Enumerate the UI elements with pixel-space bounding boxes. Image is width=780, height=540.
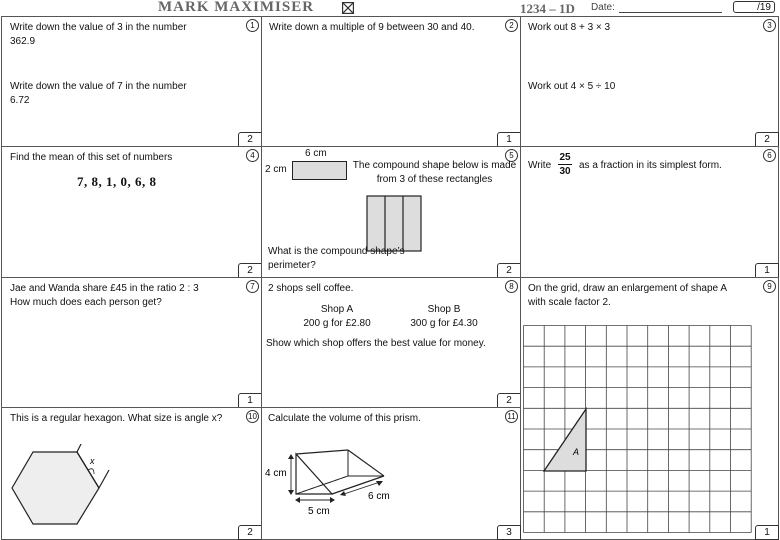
date-field[interactable]	[619, 12, 722, 13]
fraction-numerator: 25	[559, 152, 571, 163]
question-text: Calculate the volume of this prism.	[268, 413, 421, 424]
width-label: 6 cm	[305, 148, 327, 159]
marks-box: 1	[755, 525, 779, 540]
question-number: 2	[505, 19, 518, 32]
question-text: Write down the value of 7 in the number 6.72	[10, 81, 187, 106]
question-3	[520, 16, 779, 147]
question-text: Show which shop offers the best value for money.	[266, 338, 486, 349]
question-9	[520, 277, 779, 540]
question-text: Write down a multiple of 9 between 30 and 40.	[269, 22, 475, 33]
shop-a-name: Shop A	[320, 304, 354, 315]
question-text: Write down the value of 3 in the number 362.9	[10, 22, 187, 47]
question-text: as a fraction in its simplest form.	[579, 160, 722, 171]
height-label: 2 cm	[265, 164, 287, 175]
shop-a-offer: 200 g for £2.80	[303, 318, 371, 329]
question-number: 11	[505, 410, 518, 423]
shop-b-name: Shop B	[427, 304, 461, 315]
question-text: Jae and Wanda share £45 in the ratio 2 : 3 How much does each person get?	[10, 283, 199, 308]
question-number: 6	[763, 149, 776, 162]
marks-box: 2	[238, 263, 262, 278]
question-10	[1, 407, 262, 540]
fraction	[558, 151, 572, 178]
worksheet-code: 1234 – 1D	[520, 1, 575, 16]
question-number: 5	[505, 149, 518, 162]
angle-x-label: x	[90, 456, 95, 466]
marks-box: 1	[238, 393, 262, 408]
marks-box: 2	[755, 132, 779, 147]
question-8	[261, 277, 521, 408]
worksheet-header	[0, 0, 780, 16]
brand-title: MARK MAXIMISER	[158, 0, 315, 15]
marks-box: 2	[497, 263, 521, 278]
date-label: Date:	[591, 2, 615, 13]
question-5	[261, 146, 521, 278]
question-1	[1, 16, 262, 147]
marks-box: 3	[497, 525, 521, 540]
question-number: 9	[763, 280, 776, 293]
question-text: This is a regular hexagon. What size is angle x?	[10, 413, 223, 424]
question-text: Work out 4 × 5 ÷ 10	[528, 81, 616, 92]
question-11	[261, 407, 521, 540]
question-number: 3	[763, 19, 776, 32]
rectangle-diagram	[292, 161, 347, 180]
close-icon[interactable]	[342, 2, 354, 14]
question-text: What is the compound shape’s perimeter?	[268, 246, 405, 271]
question-2	[261, 16, 521, 147]
marks-box: 2	[238, 525, 262, 540]
marks-box: 2	[238, 132, 262, 147]
fraction-denominator: 30	[559, 166, 571, 177]
number-set: 7, 8, 1, 0, 6, 8	[77, 174, 157, 189]
question-text: Write	[528, 160, 552, 171]
question-text: On the grid, draw an enlargement of shape A with scale factor 2.	[528, 283, 727, 308]
depth-label: 6 cm	[368, 491, 390, 502]
question-number: 1	[246, 19, 259, 32]
question-text: The compound shape below is made from 3 of these rectangles	[352, 160, 517, 185]
question-4	[1, 146, 262, 278]
question-number: 10	[246, 410, 259, 423]
question-7	[1, 277, 262, 408]
question-text: Work out 8 + 3 × 3	[528, 22, 611, 33]
marks-box: 1	[497, 132, 521, 147]
question-number: 4	[246, 149, 259, 162]
marks-box: 1	[755, 263, 779, 278]
marks-box: 2	[497, 393, 521, 408]
prism-diagram	[262, 428, 412, 528]
enlargement-grid[interactable]	[523, 325, 755, 537]
question-6	[520, 146, 779, 278]
shop-b-offer: 300 g for £4.30	[410, 318, 478, 329]
height-label: 4 cm	[265, 468, 287, 479]
total-score-box[interactable]: /19	[733, 1, 775, 13]
shape-a-label: A	[573, 447, 580, 457]
width-label: 5 cm	[308, 506, 330, 517]
question-number: 8	[505, 280, 518, 293]
question-text: 2 shops sell coffee.	[268, 283, 354, 294]
hexagon-diagram	[10, 444, 110, 532]
question-text: Find the mean of this set of numbers	[10, 152, 173, 163]
question-number: 7	[246, 280, 259, 293]
